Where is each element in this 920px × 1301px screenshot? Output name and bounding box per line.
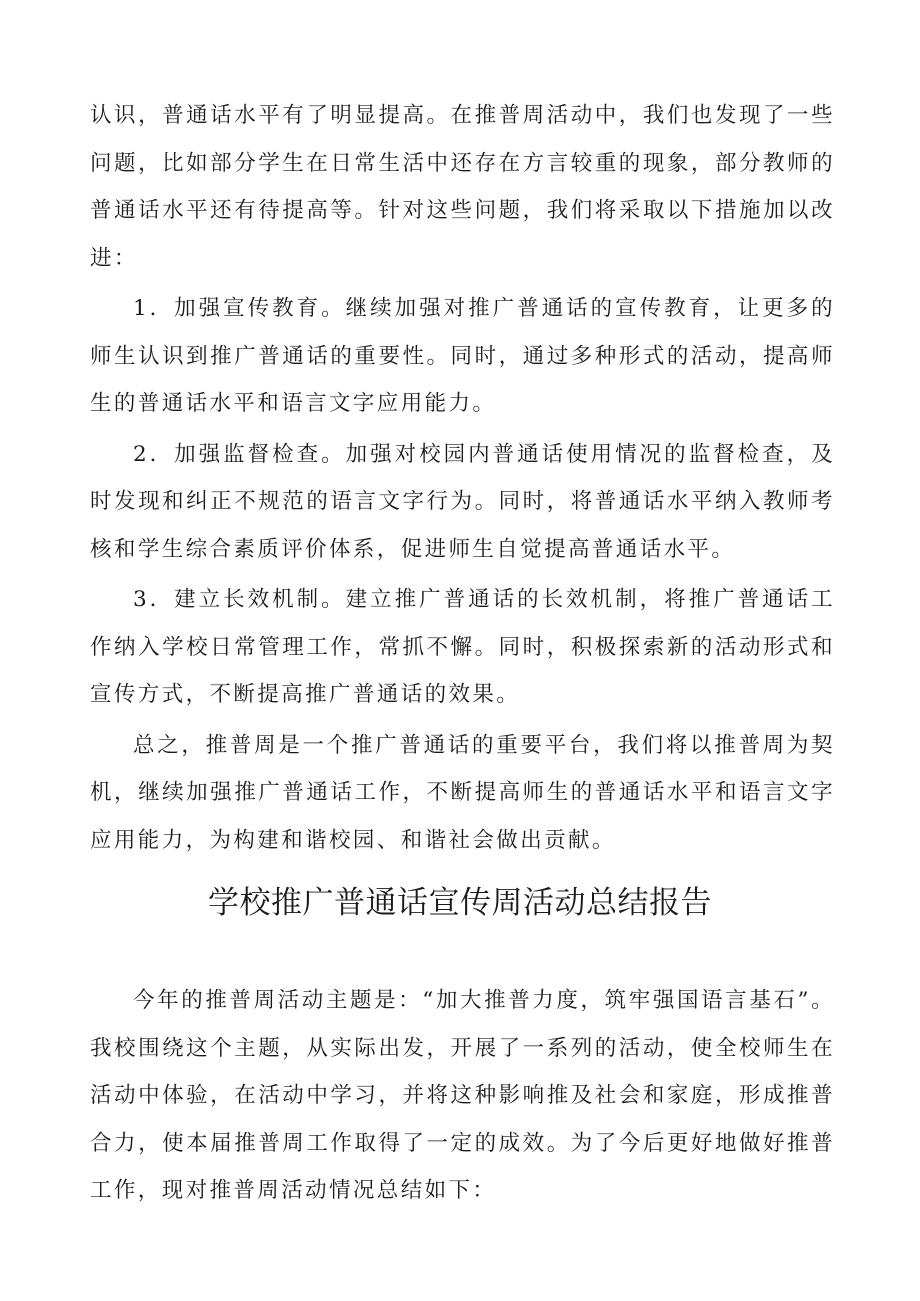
paragraph-measure-2: 2．加强监督检查。加强对校园内普通话使用情况的监督检查，及时发现和纠正不规范的语言文字行为。同时，将普通话水平纳入教师考核和学生综合素质评价体系，促进师生自觉提高普通话水平。 [90, 441, 835, 562]
paragraph-conclusion: 总之，推普周是一个推广普通话的重要平台，我们将以推普周为契机，继续加强推广普通话工作，不断提高师生的普通话水平和语言文字应用能力，为构建和谐校园、和谐社会做出贡献。 [90, 732, 835, 853]
paragraph-measure-1: 1．加强宣传教育。继续加强对推广普通话的宣传教育，让更多的师生认识到推广普通话的重要性。同时，通过多种形式的活动，提高师生的普通话水平和语言文字应用能力。 [90, 296, 835, 416]
paragraph-report-intro: 今年的推普周活动主题是：“加大推普力度，筑牢强国语言基石”。我校围绕这个主题，从实际出发，开展了一系列的活动，使全校师生在活动中体验，在活动中学习，并将这种影响推及社会和家庭，形成推普合力，使本届推普周工作取得了一定的成效。为了今后更好地做好推普工作，现对推普周活动情况总结如下： [90, 988, 835, 1203]
document-title: 学校推广普通话宣传周活动总结报告 [208, 885, 712, 921]
report-body-text [90, 977, 835, 1215]
paragraph-improvement-intro: 认识，普通话水平有了明显提高。在推普周活动中，我们也发现了一些问题，比如部分学生在日常生活中还存在方言较重的现象，部分教师的普通话水平还有待提高等。针对这些问题，我们将采取以下措施加以改进： [90, 103, 835, 271]
previous-section-text [90, 92, 835, 864]
paragraph-measure-3: 3．建立长效机制。建立推广普通话的长效机制，将推广普通话工作纳入学校日常管理工作，常抓不懈。同时，积极探索新的活动形式和宣传方式，不断提高推广普通话的效果。 [90, 587, 835, 707]
